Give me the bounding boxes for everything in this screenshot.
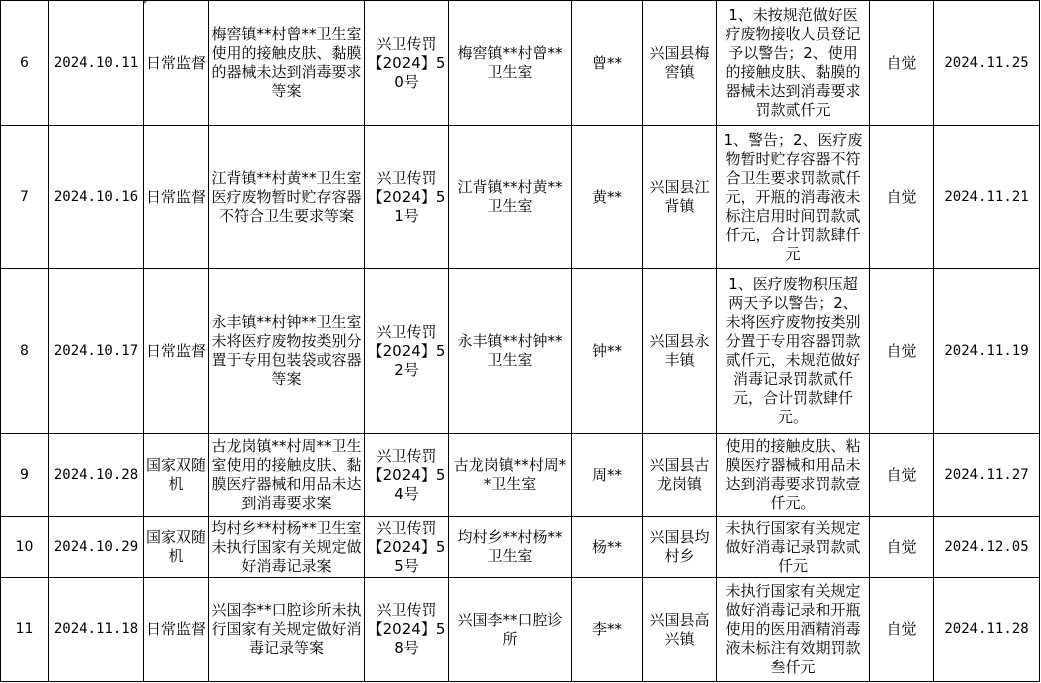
- location: 兴国县古龙岗镇: [643, 434, 717, 517]
- decision-date: 2024.10.17: [49, 269, 144, 434]
- document-number: 兴卫传罚【2024】58号: [365, 578, 449, 682]
- decision-date: 2024.10.11: [49, 1, 144, 126]
- responsible-person: 曾**: [572, 1, 643, 126]
- decision-date: 2024.10.16: [49, 126, 144, 269]
- completion-date: 2024.11.21: [934, 126, 1040, 269]
- penalty-content: 未执行国家有关规定做好消毒记录罚款贰仟元: [717, 517, 870, 578]
- case-name: 古龙岗镇**村周**卫生室使用的接触皮肤、黏膜医疗器械和用品未达到消毒要求案: [209, 434, 365, 517]
- table-row: [1, 126, 1040, 269]
- document-number: 兴卫传罚【2024】50号: [365, 1, 449, 126]
- unit-name: 梅窖镇**村曾**卫生室: [449, 1, 572, 126]
- row-index: 11: [1, 578, 49, 682]
- responsible-person: 周**: [572, 434, 643, 517]
- responsible-person: 黄**: [572, 126, 643, 269]
- unit-name: 兴国李**口腔诊所: [449, 578, 572, 682]
- penalty-content: 使用的接触皮肤、粘膜医疗器械和用品未达到消毒要求罚款壹仟元。: [717, 434, 870, 517]
- row-index: 7: [1, 126, 49, 269]
- case-name: 江背镇**村黄**卫生室医疗废物暂时贮存容器不符合卫生要求等案: [209, 126, 365, 269]
- table-row: [1, 1, 1040, 126]
- document-number: 兴卫传罚【2024】54号: [365, 434, 449, 517]
- case-name: 兴国李**口腔诊所未执行国家有关规定做好消毒记录等案: [209, 578, 365, 682]
- unit-name: 均村乡**村杨**卫生室: [449, 517, 572, 578]
- inspection-type: 国家双随机: [144, 517, 209, 578]
- penalty-content: 1、未按规范做好医疗废物接收人员登记予以警告；2、使用的接触皮肤、黏膜的器械未达到消毒要求罚款贰仟元: [717, 1, 870, 126]
- penalty-content: 未执行国家有关规定做好消毒记录和开瓶使用的医用酒精消毒液未标注有效期罚款叁仟元: [717, 578, 870, 682]
- row-index: 9: [1, 434, 49, 517]
- completion-date: 2024.11.25: [934, 1, 1040, 126]
- row-index: 8: [1, 269, 49, 434]
- inspection-type: 日常监督: [144, 126, 209, 269]
- row-index: 6: [1, 1, 49, 126]
- decision-date: 2024.10.28: [49, 434, 144, 517]
- inspection-type: 日常监督: [144, 578, 209, 682]
- responsible-person: 钟**: [572, 269, 643, 434]
- document-number: 兴卫传罚【2024】55号: [365, 517, 449, 578]
- case-name: 梅窖镇**村曾**卫生室使用的接触皮肤、黏膜的器械未达到消毒要求等案: [209, 1, 365, 126]
- completion-date: 2024.11.19: [934, 269, 1040, 434]
- location: 兴国县江背镇: [643, 126, 717, 269]
- location: 兴国县均村乡: [643, 517, 717, 578]
- table-row: [1, 578, 1040, 682]
- unit-name: 古龙岗镇**村周**卫生室: [449, 434, 572, 517]
- decision-date: 2024.10.29: [49, 517, 144, 578]
- execution-method: 自觉: [870, 578, 934, 682]
- document-number: 兴卫传罚【2024】52号: [365, 269, 449, 434]
- completion-date: 2024.12.05: [934, 517, 1040, 578]
- table-row: [1, 434, 1040, 517]
- unit-name: 永丰镇**村钟**卫生室: [449, 269, 572, 434]
- inspection-type: 日常监督: [144, 1, 209, 126]
- inspection-type: 国家双随机: [144, 434, 209, 517]
- row-index: 10: [1, 517, 49, 578]
- execution-method: 自觉: [870, 434, 934, 517]
- completion-date: 2024.11.28: [934, 578, 1040, 682]
- location: 兴国县梅窖镇: [643, 1, 717, 126]
- document-number: 兴卫传罚【2024】51号: [365, 126, 449, 269]
- execution-method: 自觉: [870, 517, 934, 578]
- inspection-type: 日常监督: [144, 269, 209, 434]
- unit-name: 江背镇**村黄**卫生室: [449, 126, 572, 269]
- completion-date: 2024.11.27: [934, 434, 1040, 517]
- table-row: [1, 517, 1040, 578]
- execution-method: 自觉: [870, 1, 934, 126]
- location: 兴国县永丰镇: [643, 269, 717, 434]
- case-name: 均村乡**村杨**卫生室未执行国家有关规定做好消毒记录案: [209, 517, 365, 578]
- responsible-person: 李**: [572, 578, 643, 682]
- case-name: 永丰镇**村钟**卫生室未将医疗废物按类别分置于专用包装袋或容器等案: [209, 269, 365, 434]
- table-row: [1, 269, 1040, 434]
- execution-method: 自觉: [870, 126, 934, 269]
- responsible-person: 杨**: [572, 517, 643, 578]
- penalty-content: 1、医疗废物积压超两天予以警告；2、未将医疗废物按类别分置于专用容器罚款贰仟元，未规范做好消毒记录罚款贰仟元，合计罚款肆仟元。: [717, 269, 870, 434]
- execution-method: 自觉: [870, 269, 934, 434]
- penalty-content: 1、警告；2、医疗废物暂时贮存容器不符合卫生要求罚款贰仟元，开瓶的消毒液未标注启用时间罚款贰仟元，合计罚款肆仟元: [717, 126, 870, 269]
- decision-date: 2024.11.18: [49, 578, 144, 682]
- location: 兴国县高兴镇: [643, 578, 717, 682]
